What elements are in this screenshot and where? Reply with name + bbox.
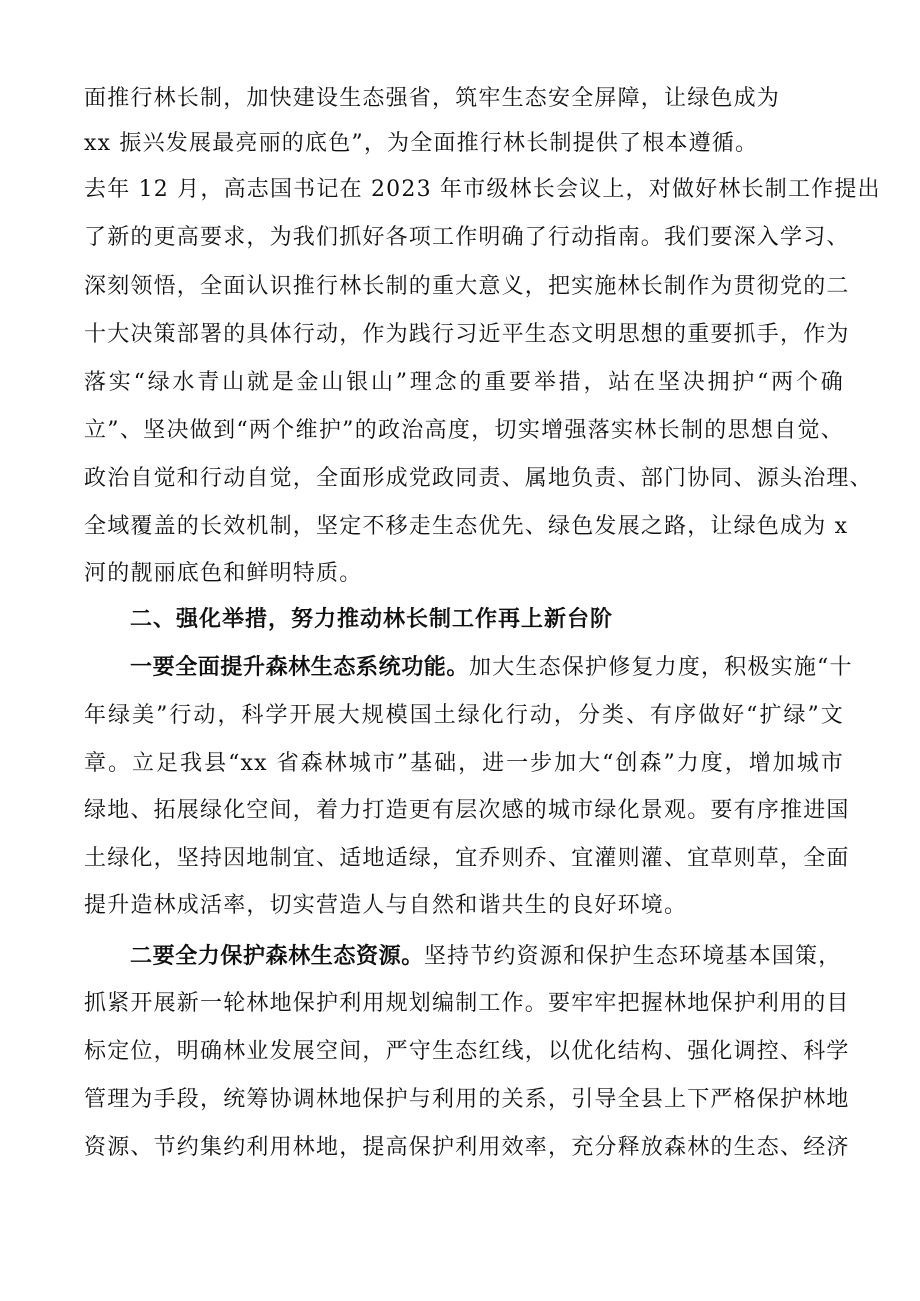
- text-line: 章。立足我县“xx 省森林城市”基础，进一步加大“创森”力度，增加城市: [84, 751, 844, 776]
- text-line: 抓紧开展新一轮林地保护利用规划编制工作。要牢牢把握林地保护利用的目: [84, 991, 850, 1016]
- paragraph-lead: 二要全力保护森林生态资源。: [130, 944, 424, 969]
- text-line: 深刻领悟，全面认识推行林长制的重大意义，把实施林长制作为贯彻党的二: [84, 274, 850, 299]
- text-line: 十大决策部署的具体行动，作为践行习近平生态文明思想的重要抓手，作为: [84, 322, 850, 347]
- paragraph-text: 加大生态保护修复力度，积极实施“十: [469, 655, 853, 680]
- text-line: 全域覆盖的长效机制，坚定不移走生态优先、绿色发展之路，让绿色成为 x: [84, 514, 849, 539]
- text-line: 落实“绿水青山就是金山银山”理念的重要举措，站在坚决拥护“两个确: [84, 370, 844, 395]
- text-line: 政治自觉和行动自觉，全面形成党政同责、属地负责、部门协同、源头治理、: [84, 466, 873, 491]
- paragraph-first-line: [130, 653, 853, 683]
- text-line: 年绿美”行动，科学开展大规模国土绿化行动，分类、有序做好“扩绿”文: [84, 703, 844, 728]
- text-line: 立”、坚决做到“两个维护”的政治高度，切实增强落实林长制的思想自觉、: [84, 418, 844, 443]
- text-line: 河的靓丽底色和鲜明特质。: [84, 561, 363, 586]
- text-line: 面推行林长制，加快建设生态强省，筑牢生态安全屏障，让绿色成为: [84, 86, 781, 111]
- text-line: 提升造林成活率，切实营造人与自然和谐共生的良好环境。: [84, 893, 688, 918]
- text-line: 土绿化，坚持因地制宜、适地适绿，宜乔则乔、宜灌则灌、宜草则草，全面: [84, 846, 850, 871]
- section-heading: 二、强化举措，努力推动林长制工作再上新台阶: [130, 607, 614, 632]
- paragraph-text: 坚持节约资源和保护生态环境基本国策，: [423, 944, 842, 969]
- text-line: 标定位，明确林业发展空间，严守生态红线，以优化结构、强化调控、科学: [84, 1039, 850, 1064]
- text-line: 绿地、拓展绿化空间，着力打造更有层次感的城市绿化景观。要有序推进国: [84, 798, 850, 823]
- paragraph-first-line: [130, 942, 850, 972]
- text-line: 资源、节约集约利用林地，提高保护利用效率，充分释放森林的生态、经济: [84, 1135, 850, 1160]
- text-line: xx 振兴发展最亮丽的底色”，为全面推行林长制提供了根本遵循。: [84, 131, 759, 156]
- text-line: 了新的更高要求，为我们抓好各项工作明确了行动指南。我们要深入学习、: [84, 225, 850, 250]
- paragraph-lead: 一要全面提升森林生态系统功能。: [130, 655, 470, 680]
- text-line: 管理为手段，统筹协调林地保护与利用的关系，引导全县上下严格保护林地: [84, 1087, 850, 1112]
- text-line: 去年 12 月，高志国书记在 2023 年市级林长会议上，对做好林长制工作提出: [84, 177, 881, 202]
